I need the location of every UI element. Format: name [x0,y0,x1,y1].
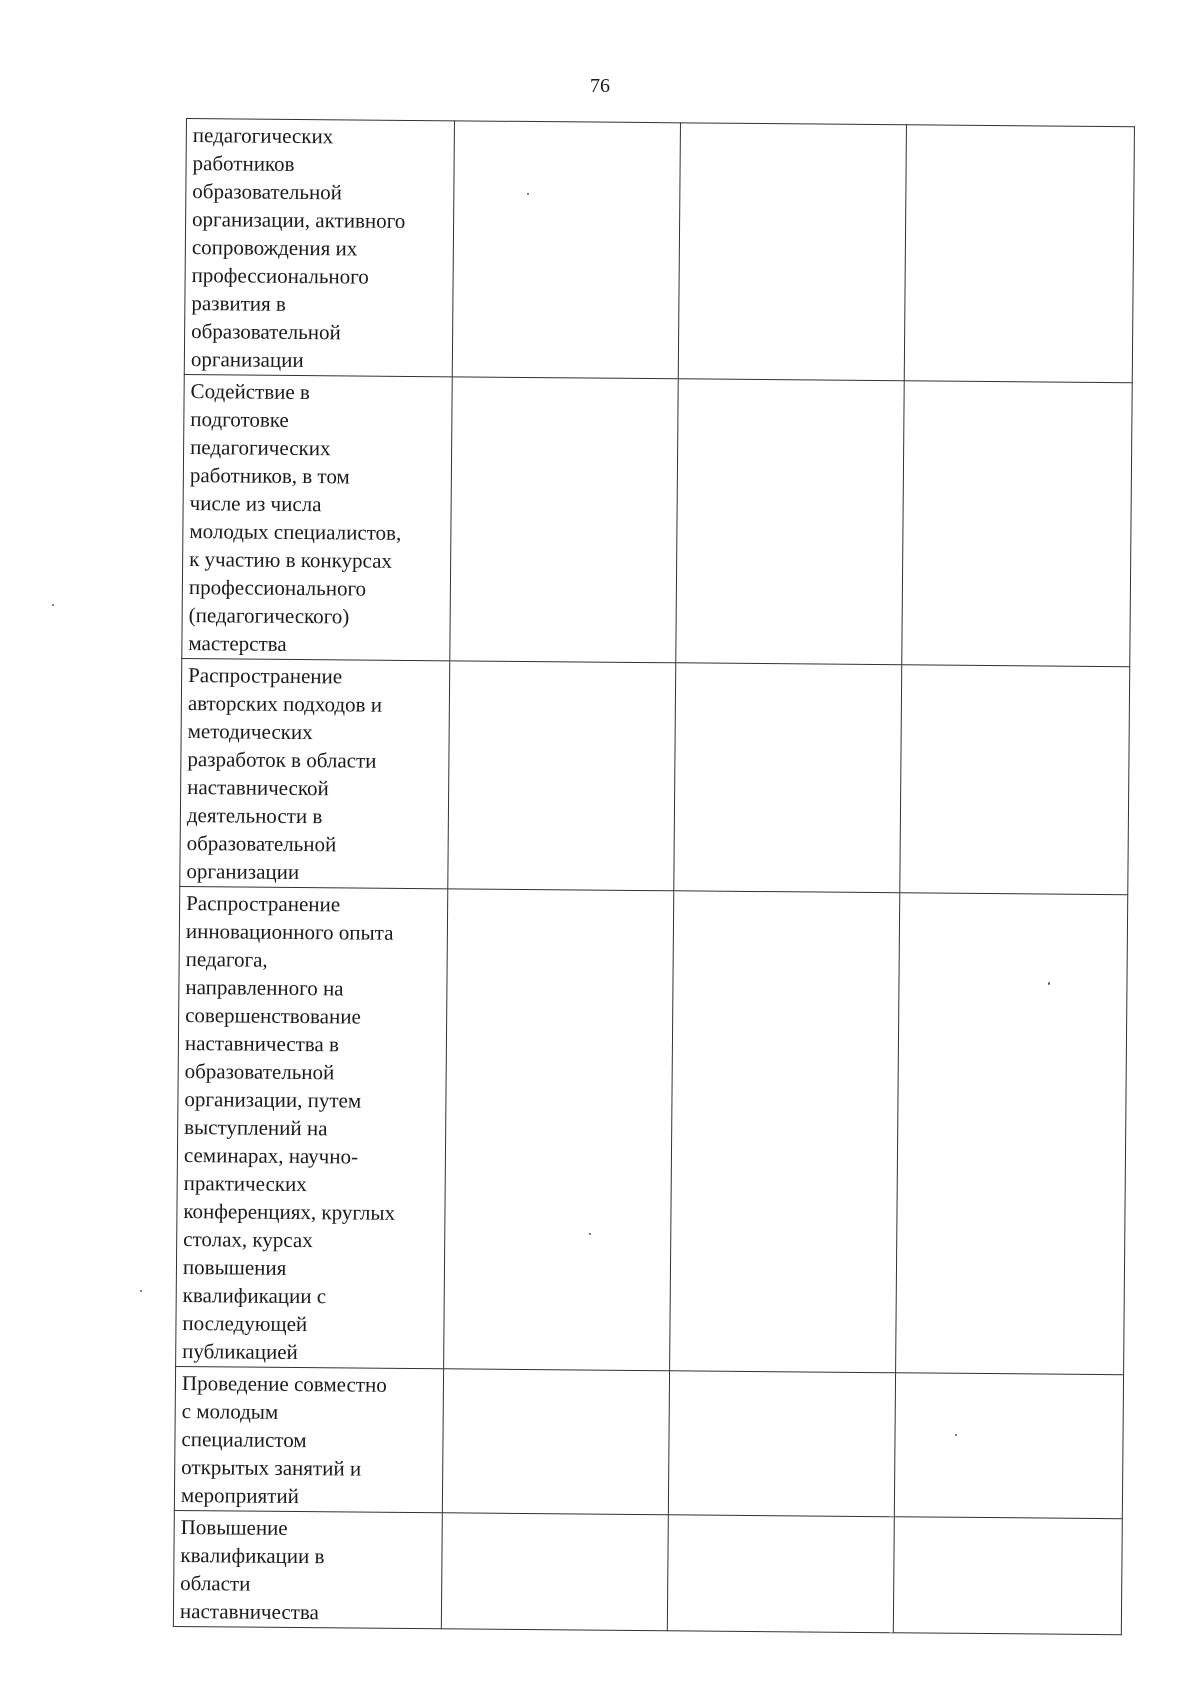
empty-cell [670,891,900,1373]
empty-cell [444,889,674,1371]
cell-value [448,889,673,893]
cell-value [900,893,1127,897]
cell-value [907,125,1134,129]
empty-cell [441,1513,668,1631]
empty-cell [667,1515,894,1633]
cell-value [679,379,904,383]
cell-value [453,377,678,381]
empty-cell [676,379,904,665]
empty-cell [902,381,1132,667]
criterion-text: Содействие в подготовке педагогических работников, в том числе из числа молодых специалистов, к участию в конкурсах профессионального (педагогического) мастерства [188,379,402,656]
criterion-cell [182,374,452,660]
criterion-text: Распространение авторских подходов и методических разработок в области наставнической деятельности в образовательной организации [186,663,383,885]
scan-speck [52,604,54,606]
empty-cell [442,1369,669,1515]
scan-speck [140,1290,142,1292]
empty-cell [896,893,1128,1375]
empty-cell [904,125,1134,383]
cell-value [670,1371,895,1375]
table-row [182,374,1132,666]
cell-value [676,663,901,667]
cell-value [443,1513,668,1517]
table-row [184,119,1134,383]
cell-value [444,1369,669,1373]
empty-cell [894,1373,1123,1519]
cell-value [896,1373,1123,1377]
empty-cell [668,1371,895,1517]
criterion-cell [174,1366,443,1512]
scan-speck [1048,982,1050,985]
empty-cell [900,665,1130,895]
criterion-cell [176,886,448,1368]
criterion-text: Повышение квалификации в области наставничества [179,1515,325,1625]
empty-cell [678,123,906,381]
table-row [173,1510,1122,1634]
criteria-table [173,118,1135,1635]
table-row [180,658,1130,894]
empty-cell [452,121,680,379]
criterion-cell [184,119,454,377]
empty-cell [674,663,902,893]
cell-value [455,121,680,125]
cell-value [450,661,675,665]
empty-cell [893,1517,1122,1635]
criterion-text: Проведение совместно с молодым специалистом открытых занятий и мероприятий [180,1371,387,1509]
table-row [174,1366,1123,1518]
criterion-text: педагогических работников образовательной организации, активного сопровождения их профессионального развития в образовательной организации [190,123,406,373]
cell-value [669,1515,894,1519]
page-number: 76 [590,75,610,97]
criterion-cell [180,658,450,888]
cell-value [674,891,899,895]
cell-value [905,381,1132,385]
criterion-text: Распространение инновационного опыта педагога, направленного на совершенствование наставничества в образовательной организации, путем выступлений на семинарах, научно- практических конференциях, круглых столах, курсах повышения квалификации с последующей публикацией [182,891,396,1365]
empty-cell [448,661,676,891]
criterion-cell [173,1510,442,1628]
cell-value [902,665,1129,669]
scan-speck [589,1233,591,1235]
scan-speck [955,1434,957,1436]
cell-value [895,1517,1122,1521]
scan-speck [527,193,529,195]
cell-value [681,123,906,127]
empty-cell [450,377,678,663]
table-row [176,886,1128,1374]
